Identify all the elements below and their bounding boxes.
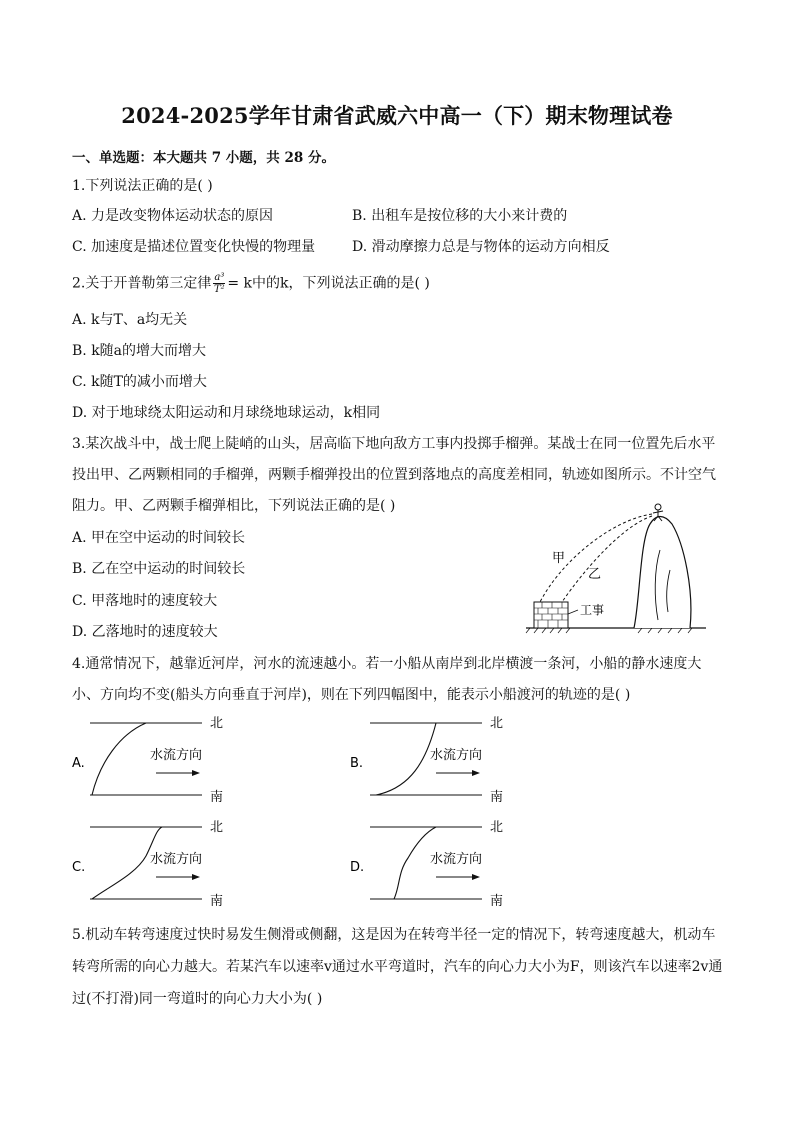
q1-option-b: B. 出租车是按位移的大小来计费的 <box>352 208 568 224</box>
option-label-d: D. <box>350 860 365 875</box>
q3-option-d: D. 乙落地时的速度较大 <box>72 624 218 640</box>
fraction-denominator: T² <box>214 284 225 295</box>
south-label: 南 <box>490 894 504 909</box>
option-label-a: A. <box>72 756 85 771</box>
q1-option-d: D. 滑动摩擦力总是与物体的运动方向相反 <box>352 239 610 255</box>
option-label-b: B. <box>350 756 364 771</box>
q1-option-a: A. 力是改变物体运动状态的原因 <box>72 208 274 224</box>
south-label: 南 <box>210 894 224 909</box>
north-label: 北 <box>210 820 224 835</box>
q2-stem-pre: 2.关于开普勒第三定律 <box>72 275 212 292</box>
fraction-numerator: a³ <box>214 272 225 283</box>
q2-option-c: C. k随T的减小而增大 <box>72 374 207 390</box>
flow-label: 水流方向 <box>430 852 483 867</box>
mountain <box>634 517 691 629</box>
q4-line-1: 4.通常情况下，越靠近河岸，河水的流速越小。若一小船从南岸到北岸横渡一条河，小船的静水速度大 <box>72 656 702 672</box>
q2-option-b: B. k随a的增大而增大 <box>72 343 207 359</box>
river-diagram-d <box>350 816 510 912</box>
q4-line-2: 小、方向均不变(船头方向垂直于河岸)，则在下列四幅图中，能表示小船渡河的轨迹的是( ) <box>72 687 631 703</box>
flow-label: 水流方向 <box>150 748 203 763</box>
q2-option-d: D. 对于地球绕太阳运动和月球绕地球运动，k相同 <box>72 405 381 421</box>
q3-option-b: B. 乙在空中运动的时间较长 <box>72 561 246 577</box>
grenade-trajectory-figure <box>522 500 708 635</box>
q3-line-2: 投出甲、乙两颗相同的手榴弹，两颗手榴弹投出的位置到落地点的高度差相同，轨迹如图所示。不计空气 <box>72 467 716 483</box>
label-yi: 乙 <box>588 567 602 582</box>
label-gongshi: 工事 <box>580 603 605 617</box>
q3-option-c: C. 甲落地时的速度较大 <box>72 593 218 609</box>
section-heading: 一、单选题：本大题共 7 小题，共 28 分。 <box>72 150 335 166</box>
option-label-c: C. <box>72 860 86 875</box>
q5-line-2: 转弯所需的向心力越大。若某汽车以速率v通过水平弯道时，汽车的向心力大小为F，则该汽车以速率2v通 <box>72 959 723 975</box>
q2-stem-post: = k中的k，下列说法正确的是( ) <box>227 275 430 292</box>
north-label: 北 <box>490 716 504 731</box>
south-label: 南 <box>490 790 504 805</box>
river-diagram-c <box>70 816 230 912</box>
q3-line-3: 阻力。甲、乙两颗手榴弹相比，下列说法正确的是( ) <box>72 498 396 514</box>
river-diagram-b <box>350 712 510 808</box>
q3-option-a: A. 甲在空中运动的时间较长 <box>72 530 246 546</box>
q5-line-3: 过(不打滑)同一弯道时的向心力大小为( ) <box>72 991 323 1007</box>
boat-path <box>376 723 436 795</box>
flow-label: 水流方向 <box>430 748 483 763</box>
boat-path <box>92 723 146 795</box>
q1-option-c: C. 加速度是描述位置变化快慢的物理量 <box>72 239 316 255</box>
q5-line-1: 5.机动车转弯速度过快时易发生侧滑或侧翻，这是因为在转弯半径一定的情况下，转弯速度越大，机动车 <box>72 927 716 943</box>
q2-option-a: A. k与T、a均无关 <box>72 312 188 328</box>
flow-label: 水流方向 <box>150 852 203 867</box>
river-diagram-a <box>70 712 230 808</box>
q1-stem: 1.下列说法正确的是( ) <box>72 178 213 194</box>
q2-stem <box>72 272 430 295</box>
q3-line-1: 3.某次战斗中，战士爬上陡峭的山头，居高临下地向敌方工事内投掷手榴弹。某战士在同一位置先后水平 <box>72 436 716 452</box>
page-title: 2024-2025学年甘肃省武威六中高一（下）期末物理试卷 <box>121 103 673 128</box>
bunker-wall <box>534 602 568 628</box>
north-label: 北 <box>210 716 224 731</box>
label-jia: 甲 <box>552 551 566 566</box>
kepler-fraction <box>213 272 225 295</box>
north-label: 北 <box>490 820 504 835</box>
south-label: 南 <box>210 790 224 805</box>
